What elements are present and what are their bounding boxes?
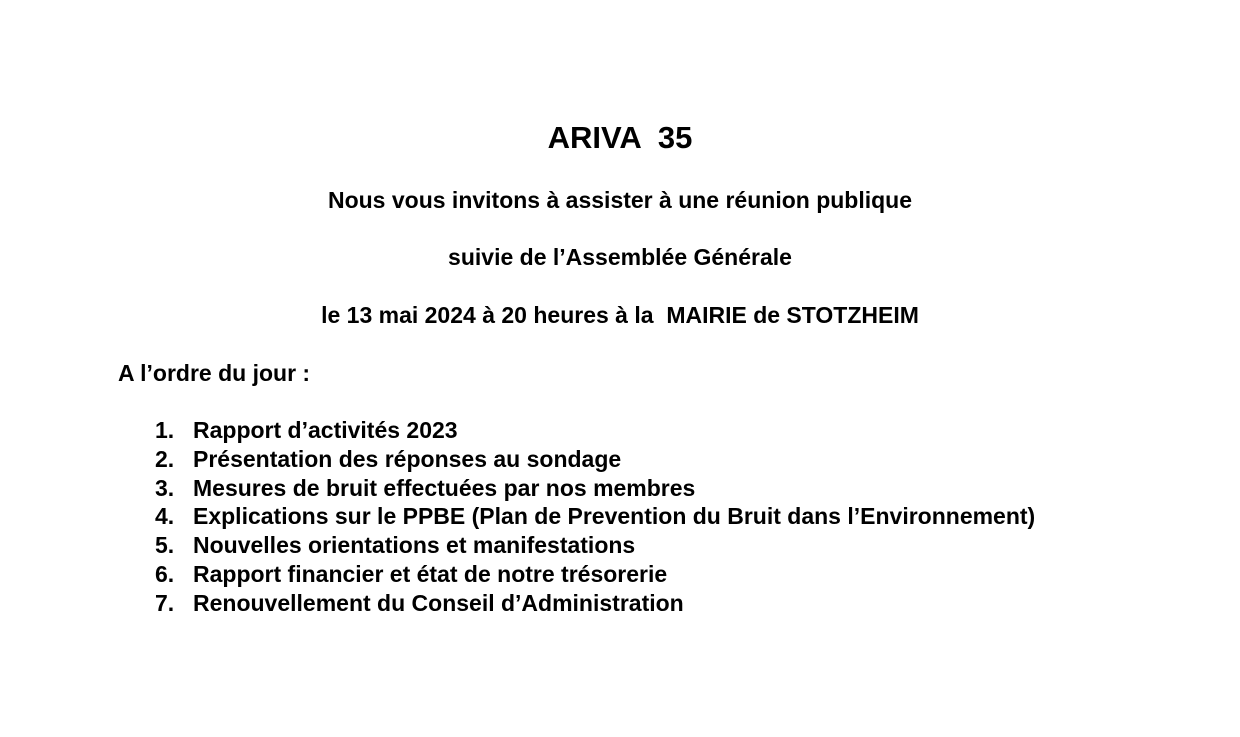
agenda-item-text: Rapport d’activités 2023 <box>193 417 458 443</box>
agenda-item <box>155 531 1035 560</box>
agenda-item-number: 5. <box>155 532 175 559</box>
agenda-item <box>155 474 1035 503</box>
agenda-heading: A l’ordre du jour : <box>118 360 311 386</box>
agenda-item-text: Présentation des réponses au sondage <box>193 445 622 472</box>
date-place-line: le 13 mai 2024 à 20 heures à la MAIRIE de STOTZHEIM <box>321 302 919 328</box>
agenda-item <box>155 502 1035 531</box>
agenda-item-number: 2. <box>155 445 175 472</box>
agenda-item-number: 4. <box>155 503 175 530</box>
agenda-item-text: Renouvellement du Conseil d’Administration <box>193 589 684 616</box>
agenda-item-number: 3. <box>155 474 175 501</box>
agenda-item <box>155 560 1035 589</box>
agenda-item-number: 6. <box>155 560 175 587</box>
agenda-item-text: Explications sur le PPBE (Plan de Prevention du Bruit dans l’Environnement) <box>193 503 1036 530</box>
agenda-item-number: 7. <box>155 589 175 616</box>
agenda-item <box>155 589 1035 618</box>
general-assembly-line: suivie de l’Assemblée Générale <box>448 244 792 270</box>
agenda-item-text: Mesures de bruit effectuées par nos membres <box>193 474 696 501</box>
document-title: ARIVA 35 <box>547 120 693 155</box>
agenda-list <box>155 416 1035 618</box>
agenda-item <box>155 445 1035 474</box>
agenda-item <box>155 416 1035 445</box>
invitation-line: Nous vous invitons à assister à une réunion publique <box>327 187 913 213</box>
agenda-item-text: Rapport financier et état de notre trésorerie <box>193 560 668 587</box>
agenda-item-text: Nouvelles orientations et manifestations <box>193 532 636 559</box>
agenda-item-number: 1. <box>155 417 175 443</box>
